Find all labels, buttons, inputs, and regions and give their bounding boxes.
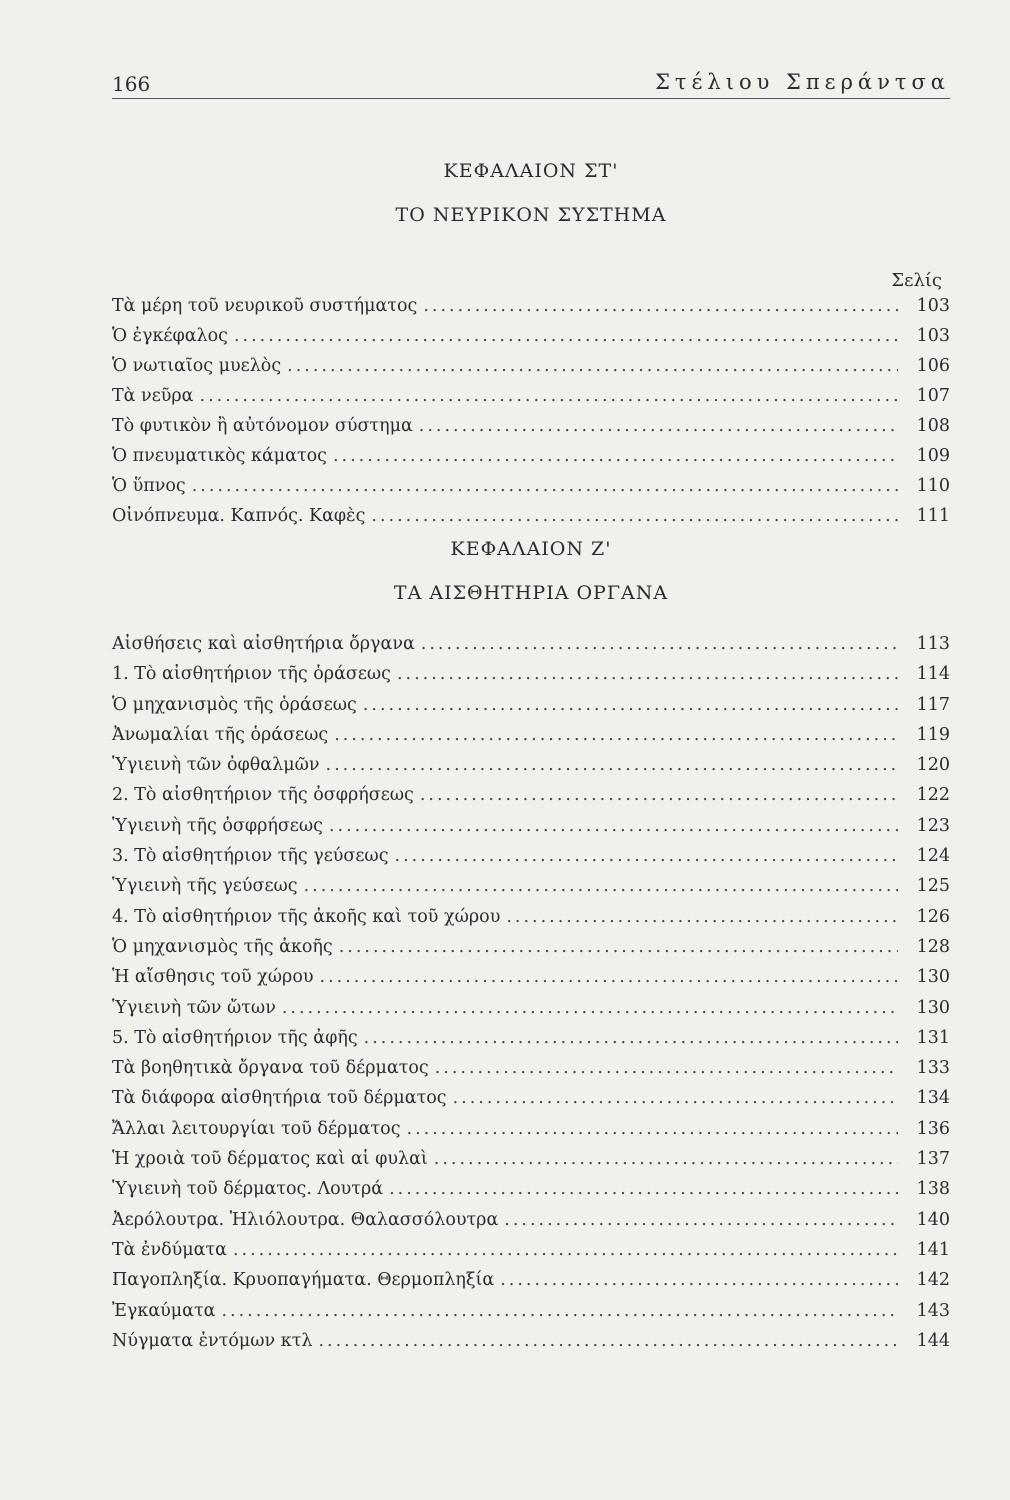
toc-entry <box>112 1240 950 1270</box>
dot-leader <box>435 1058 898 1078</box>
toc-entry <box>112 634 950 664</box>
toc-entry <box>112 755 950 785</box>
running-title: Στέλιου Σπεράντσα <box>655 70 950 94</box>
toc-entry-page: 107 <box>916 386 950 406</box>
toc-entry <box>112 937 950 967</box>
toc-entry-title: Ὑγιεινὴ τῶν ὀφθαλμῶν <box>112 755 320 776</box>
toc-entry-title: Ἡ αἴσθησις τοῦ χώρου <box>112 967 314 988</box>
toc-entry-page: 114 <box>916 664 950 685</box>
toc-entry-page: 125 <box>916 876 950 897</box>
toc-entry-title: Ἀνωμαλίαι τῆς ὁράσεως <box>112 724 329 745</box>
toc-entry-title: 4. Τὸ αἰσθητήριον τῆς ἀκοῆς καὶ τοῦ χώρου <box>112 906 501 927</box>
toc-entry <box>112 664 950 694</box>
chapter-6-label: ΚΕΦΑΛΑΙΟΝ ΣΤ' <box>443 160 619 182</box>
dot-leader <box>504 1210 898 1230</box>
chapter-7-title: ΤΑ ΑΙΣΘΗΤΗΡΙΑ ΟΡΓΑΝΑ <box>393 582 669 604</box>
toc-entry-page: 138 <box>916 1179 950 1200</box>
toc-entry-title: Οἰνόπνευμα. Καπνός. Καφὲς <box>112 506 366 526</box>
toc-entry-page: 117 <box>916 694 950 715</box>
toc-entry <box>112 326 950 356</box>
toc-entry-title: Νύγματα ἐντόμων κτλ <box>112 1330 313 1351</box>
chapter-7-toc <box>112 634 950 1361</box>
toc-entry-title: Ὁ μηχανισμὸς τῆς ἀκοῆς <box>112 936 333 957</box>
toc-entry-title: Τὸ φυτικὸν ἢ αὐτόνομον σύστημα <box>112 416 413 436</box>
toc-entry-page: 111 <box>916 506 950 526</box>
toc-entry-title: Ὁ ὕπνος <box>112 476 186 496</box>
toc-entry <box>112 296 950 326</box>
toc-entry-page: 143 <box>916 1300 950 1321</box>
toc-entry-title: Ὑγιεινὴ τοῦ δέρματος. Λουτρά <box>112 1179 384 1200</box>
toc-entry-title: Παγοπληξία. Κρυοπαγήματα. Θερμοπληξία <box>112 1270 495 1291</box>
toc-entry-title: Ὑγιεινὴ τῆς γεύσεως <box>112 876 298 897</box>
running-head <box>112 66 950 99</box>
toc-entry-title: 2. Τὸ αἰσθητήριον τῆς ὀσφρήσεως <box>112 785 414 806</box>
toc-entry-title: Ὁ πνευματικὸς κάματος <box>112 446 327 466</box>
toc-entry-page: 103 <box>916 326 950 346</box>
toc-entry-page: 119 <box>916 724 950 745</box>
toc-entry-title: Ὑγιεινὴ τῶν ὤτων <box>112 997 276 1018</box>
dot-leader <box>397 664 898 684</box>
dot-leader <box>282 998 898 1018</box>
toc-entry-page: 140 <box>916 1209 950 1230</box>
dot-leader <box>233 1240 898 1260</box>
toc-entry <box>112 386 950 416</box>
toc-entry <box>112 967 950 997</box>
toc-entry-page: 130 <box>916 997 950 1018</box>
dot-leader <box>453 1088 898 1108</box>
dot-leader <box>334 725 898 745</box>
page-number: 166 <box>112 72 151 96</box>
toc-entry-page: 106 <box>916 356 950 376</box>
toc-entry <box>112 1028 950 1058</box>
toc-entry <box>112 446 950 476</box>
dot-leader <box>434 1149 898 1169</box>
toc-entry <box>112 1331 950 1361</box>
toc-entry-page: 128 <box>916 936 950 957</box>
toc-entry <box>112 1149 950 1179</box>
toc-entry <box>112 846 950 876</box>
dot-leader <box>339 937 898 957</box>
dot-leader <box>304 876 898 896</box>
toc-entry-page: 137 <box>916 1149 950 1170</box>
toc-entry <box>112 1210 950 1240</box>
chapter-6-title: ΤΟ ΝΕΥΡΙΚΟΝ ΣΥΣΤΗΜΑ <box>395 204 667 226</box>
dot-leader <box>329 816 898 836</box>
chapter-6-section <box>112 160 950 536</box>
toc-entry-title: Ἡ χροιὰ τοῦ δέρματος καὶ αἱ φυλαὶ <box>112 1149 428 1170</box>
toc-entry-page: 108 <box>916 416 950 436</box>
page-column-head: Σελίς <box>891 270 942 291</box>
toc-entry-page: 131 <box>916 1027 950 1048</box>
toc-entry <box>112 1301 950 1331</box>
dot-leader <box>421 634 898 654</box>
toc-entry <box>112 695 950 725</box>
toc-entry-title: 3. Τὸ αἰσθητήριον τῆς γεύσεως <box>112 846 389 867</box>
toc-entry-page: 133 <box>916 1058 950 1079</box>
toc-entry-title: Ὁ μηχανισμὸς τῆς ὁράσεως <box>112 694 357 715</box>
dot-leader <box>500 1270 898 1290</box>
toc-entry-title: Αἰσθήσεις καὶ αἰσθητήρια ὄργανα <box>112 634 415 654</box>
toc-entry-title: Ἀερόλουτρα. Ἡλιόλουτρα. Θαλασσόλουτρα <box>112 1209 499 1230</box>
toc-entry-title: Τὰ βοηθητικὰ ὄργανα τοῦ δέρματος <box>112 1058 429 1079</box>
toc-entry-page: 144 <box>916 1330 950 1351</box>
chapter-7-label: ΚΕΦΑΛΑΙΟΝ Ζ' <box>450 538 612 560</box>
dot-leader <box>371 506 898 526</box>
dot-leader <box>287 356 898 376</box>
toc-entry-title: Ὑγιεινὴ τῆς ὀσφρήσεως <box>112 815 323 836</box>
toc-entry <box>112 1088 950 1118</box>
toc-entry-page: 124 <box>916 846 950 867</box>
toc-entry <box>112 876 950 906</box>
toc-entry-title: Τὰ ἐνδύματα <box>112 1239 227 1260</box>
toc-entry <box>112 907 950 937</box>
toc-entry-title: Ἐγκαύματα <box>112 1300 216 1321</box>
toc-entry-page: 142 <box>916 1270 950 1291</box>
toc-entry-title: 5. Τὸ αἰσθητήριον τῆς ἀφῆς <box>112 1027 358 1048</box>
toc-entry <box>112 1119 950 1149</box>
dot-leader <box>389 1179 898 1199</box>
toc-entry-page: 120 <box>916 755 950 776</box>
dot-leader <box>363 695 898 715</box>
dot-leader <box>420 785 898 805</box>
toc-entry-page: 126 <box>916 906 950 927</box>
toc-entry <box>112 725 950 755</box>
dot-leader <box>423 296 898 316</box>
toc-entry <box>112 785 950 815</box>
toc-entry-page: 141 <box>916 1239 950 1260</box>
toc-entry-title: Ὁ νωτιαῖος μυελὸς <box>112 356 282 376</box>
toc-entry-page: 103 <box>916 296 950 316</box>
dot-leader <box>200 386 898 406</box>
toc-entry-page: 110 <box>916 476 950 496</box>
toc-entry <box>112 1179 950 1209</box>
chapter-6-toc <box>112 296 950 536</box>
dot-leader <box>364 1028 898 1048</box>
toc-entry-title: Ἄλλαι λειτουργίαι τοῦ δέρματος <box>112 1118 401 1139</box>
dot-leader <box>192 476 898 496</box>
toc-entry-page: 130 <box>916 967 950 988</box>
dot-leader <box>419 416 898 436</box>
toc-entry <box>112 476 950 506</box>
toc-entry-page: 113 <box>916 634 950 654</box>
toc-entry-page: 122 <box>916 785 950 806</box>
dot-leader <box>506 907 898 927</box>
toc-entry <box>112 356 950 386</box>
toc-entry <box>112 816 950 846</box>
toc-entry-title: 1. Τὸ αἰσθητήριον τῆς ὁράσεως <box>112 664 391 685</box>
dot-leader <box>318 1331 898 1351</box>
dot-leader <box>221 1301 898 1321</box>
toc-entry-page: 136 <box>916 1118 950 1139</box>
toc-entry-page: 134 <box>916 1088 950 1109</box>
dot-leader <box>326 755 899 775</box>
toc-entry <box>112 506 950 536</box>
toc-entry-title: Τὰ μέρη τοῦ νευρικοῦ συστήματος <box>112 296 418 316</box>
toc-entry <box>112 1270 950 1300</box>
dot-leader <box>395 846 898 866</box>
dot-leader <box>407 1119 898 1139</box>
dot-leader <box>333 446 898 466</box>
toc-entry <box>112 998 950 1028</box>
toc-entry <box>112 416 950 446</box>
toc-entry-title: Ὁ ἐγκέφαλος <box>112 326 228 346</box>
toc-entry-page: 123 <box>916 815 950 836</box>
toc-entry-title: Τὰ διάφορα αἰσθητήρια τοῦ δέρματος <box>112 1088 447 1109</box>
toc-entry-title: Τὰ νεῦρα <box>112 386 194 406</box>
chapter-7-section <box>112 538 950 1361</box>
toc-entry-page: 109 <box>916 446 950 466</box>
dot-leader <box>320 967 899 987</box>
dot-leader <box>234 326 898 346</box>
toc-entry <box>112 1058 950 1088</box>
